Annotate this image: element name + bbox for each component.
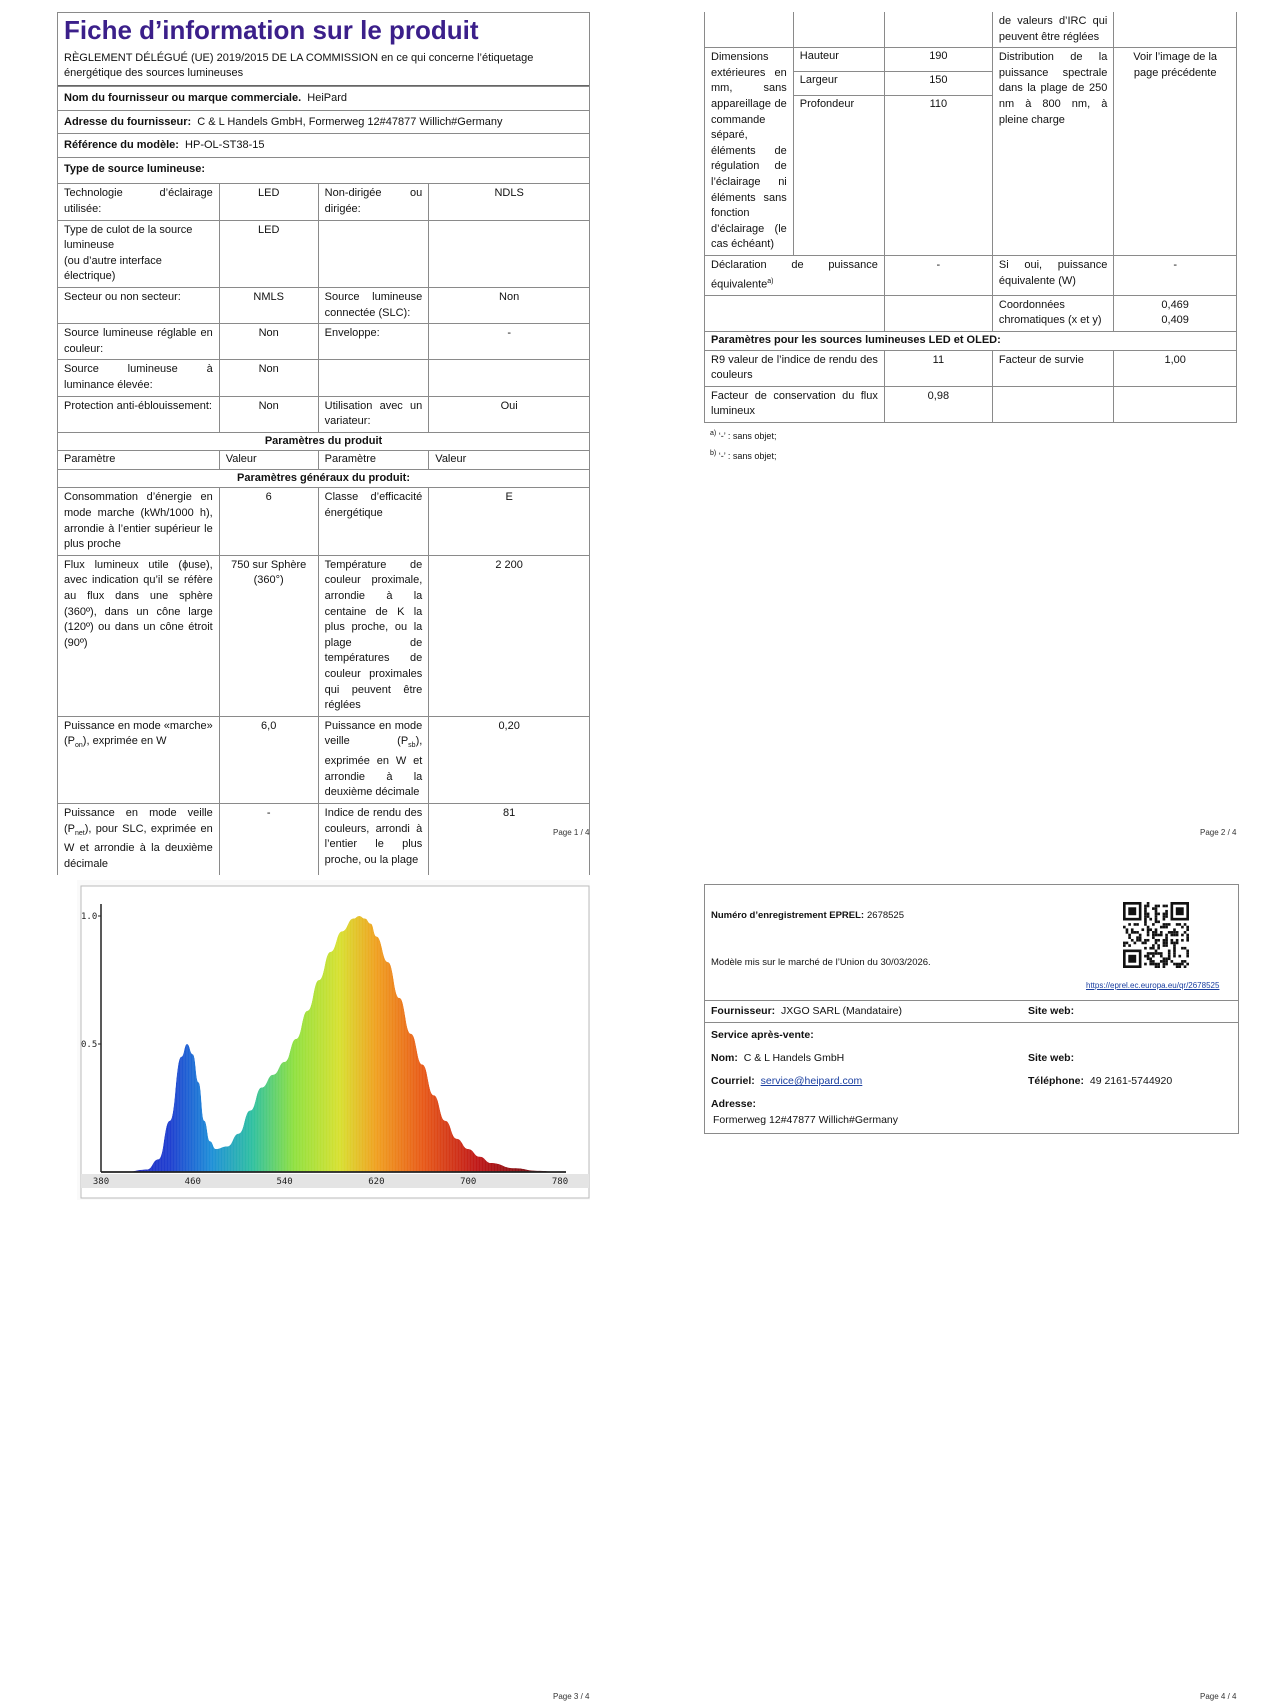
eprel-number: 2678525 bbox=[867, 910, 904, 921]
product-info-table bbox=[57, 86, 590, 875]
product-info-table-continued bbox=[704, 12, 1237, 423]
service-name-value: C & L Handels GmbH bbox=[743, 1052, 845, 1064]
y-tick-label: 1.0 bbox=[81, 912, 98, 922]
table-row: Puissance en mode veille $(P_{net})$, pour SLC, exprimée en W et arrondie à la deuxième décimale - Indice de rendu des couleurs, arrondi à l’entier le plus proche, ou la plage 81 bbox=[58, 803, 590, 874]
general-params-header: Paramètres généraux du produit: bbox=[58, 469, 590, 488]
qr-code-icon[interactable] bbox=[1123, 902, 1189, 968]
led-params-header: Paramètres pour les sources lumineuses LED et OLED: bbox=[705, 331, 1237, 350]
supplier-name-row: Nom du fournisseur ou marque commerciale. HeiPard bbox=[58, 87, 590, 111]
x-axis-band bbox=[81, 1174, 589, 1188]
x-tick-label: 700 bbox=[460, 1177, 477, 1187]
page-2-footer: Page 2 / 4 bbox=[1200, 828, 1237, 837]
table-row: R9 valeur de l’indice de rendu des couleurs 11 Facteur de survie 1,00 bbox=[705, 350, 1237, 386]
footnotes: $^{a)}$ ‘-’ : sans objet; $^{b)}$ ‘-’ : sans objet; bbox=[710, 429, 777, 461]
x-tick-label: 780 bbox=[551, 1177, 569, 1187]
table-row: Secteur ou non secteur: NMLS Source lumineuse connectée (SLC): Non bbox=[58, 287, 590, 323]
page-2 bbox=[704, 12, 1237, 467]
model-reference-row: Référence du modèle: HP-OL-ST38-15 bbox=[58, 134, 590, 158]
table-row: Facteur de conservation du flux lumineux 0,98 bbox=[705, 386, 1237, 422]
service-email-link[interactable]: service@heipard.com bbox=[760, 1075, 863, 1087]
table-row: Flux lumineux utile (ϕuse), avec indication qu’il se réfère au flux dans une sphère (360º), dans un cône large (120º) ou dans un cône étroit (90º) 750 sur Sphère (360°) Température de couleur proximale, arrondie à la centaine de K la plus proche, ou la plage de températures de couleur proximales qui peuvent être réglées 2 200 bbox=[58, 555, 590, 716]
market-date-text: Modèle mis sur le marché de l’Union du 30/03/2026. bbox=[711, 957, 931, 968]
table-row: de valeurs d’IRC qui peuvent être réglées bbox=[705, 12, 1237, 48]
x-tick-label: 460 bbox=[184, 1177, 201, 1187]
table-row: Source lumineuse réglable en couleur: Non Enveloppe: - bbox=[58, 324, 590, 360]
spectrum-svg bbox=[57, 880, 590, 1220]
page-4-footer: Page 4 / 4 bbox=[1200, 1692, 1237, 1701]
page-4: Numéro d’enregistrement EPREL: 2678525 Modèle mis sur le marché de l’Union du 30/03/2026. https://eprel.ec.europa.eu/qr/2678525 Fournisseur: JXGO SARL (Mandataire) Site web: Service après-vente: Nom: C & L Handels GmbH Site web: Courriel: service@heipard.com Téléphone: 49 2161-5744920 Adresse: Formerweg 12#47877 Willich#Germany bbox=[704, 884, 1239, 1134]
chromaticity-row: Coordonnées chromatiques (x et y) 0,469 0,409 bbox=[705, 295, 1237, 331]
eprel-link[interactable]: https://eprel.ec.europa.eu/qr/2678525 bbox=[1086, 981, 1220, 990]
product-params-header: Paramètres du produit bbox=[58, 432, 590, 451]
x-tick-label: 540 bbox=[276, 1177, 293, 1187]
address-value: Formerweg 12#47877 Willich#Germany bbox=[713, 1114, 898, 1126]
page-1 bbox=[57, 12, 590, 875]
supplier-address-row: Adresse du fournisseur: C & L Handels GmbH, Formerweg 12#47877 Willich#Germany bbox=[58, 110, 590, 134]
page-1-header bbox=[57, 12, 590, 86]
regulation-subtitle: RÈGLEMENT DÉLÉGUÉ (UE) 2019/2015 DE LA COMMISSION en ce qui concerne l’étiquetage énergétique des sources lumineuses bbox=[58, 49, 589, 86]
x-tick-label: 380 bbox=[92, 1177, 110, 1187]
page-title: Fiche d’information sur le produit bbox=[64, 15, 479, 45]
x-tick-label: 620 bbox=[368, 1177, 385, 1187]
supplier-address-value: C & L Handels GmbH, Formerweg 12#47877 Willich#Germany bbox=[197, 115, 503, 128]
table-row: Technologie d’éclairage utilisée: LED Non-dirigée ou dirigée: NDLS bbox=[58, 184, 590, 220]
table-row: Largeur 150 bbox=[705, 72, 1237, 96]
table-row: Source lumineuse à luminance élevée: Non bbox=[58, 360, 590, 396]
table-row: Protection anti-éblouissement: Non Utilisation avec un variateur: Oui bbox=[58, 396, 590, 432]
dimensions-row: Dimensions extérieures en mm, sans appareillage de commande séparé, éléments de régulation de l’éclairage ni éléments sans fonction d’éclairage (le cas échéant) Hauteur 190 Distribution de la puissance spectrale dans la plage de 250 nm à 800 nm, à pleine charge Voir l’image de la page précédente bbox=[705, 48, 1237, 72]
table-row: Consommation d’énergie en mode marche (kWh/1000 h), arrondie à l’entier supérieur le plus proche 6 Classe d’efficacité énergétique E bbox=[58, 488, 590, 555]
table-row: Puissance en mode «marche» $(P_{on})$, exprimée en W 6,0 Puissance en mode veille $(P_{sb})$, exprimée en W et arrondie à la deuxième décimale 0,20 bbox=[58, 716, 590, 803]
phone-value: 49 2161-5744920 bbox=[1089, 1075, 1173, 1087]
equivalent-power-row: Déclaration de puissance équivalente$^{a)}$ - Si oui, puissance équivalente (W) - bbox=[705, 255, 1237, 295]
y-tick-label: 0.5 bbox=[81, 1040, 98, 1050]
supplier-name-value: HeiPard bbox=[307, 92, 348, 104]
supplier-value: JXGO SARL (Mandataire) bbox=[781, 1005, 903, 1017]
model-reference-value: HP-OL-ST38-15 bbox=[185, 139, 265, 152]
table-row: Type de culot de la source lumineuse (ou d’autre interface électrique) LED bbox=[58, 220, 590, 287]
source-type-header: Type de source lumineuse: bbox=[58, 157, 590, 184]
column-headers: Paramètre Valeur Paramètre Valeur bbox=[58, 451, 590, 470]
table-row: Profondeur 110 bbox=[705, 95, 1237, 255]
page-1-footer: Page 1 / 4 bbox=[553, 828, 590, 837]
spectrum-chart bbox=[57, 880, 590, 1220]
page-3-footer: Page 3 / 4 bbox=[553, 1692, 590, 1701]
